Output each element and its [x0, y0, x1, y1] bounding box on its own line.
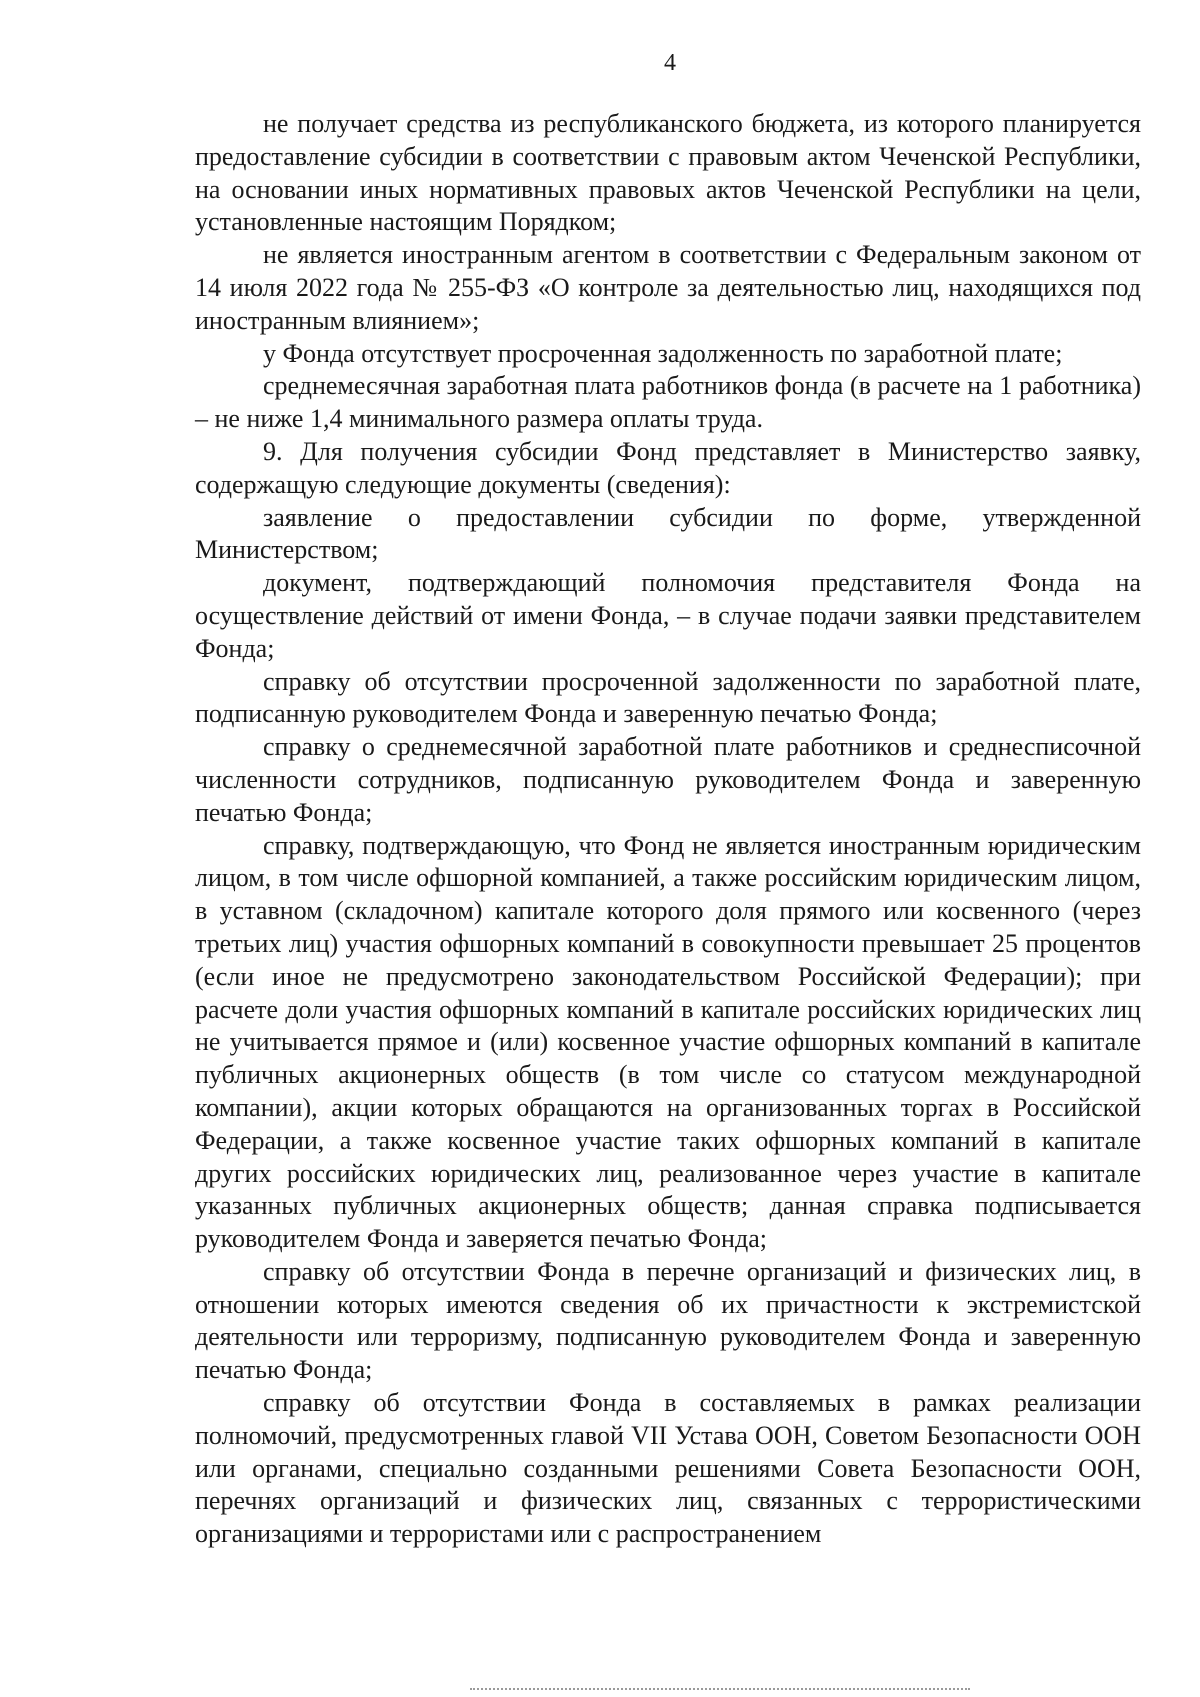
paragraph: среднемесячная заработная плата работников фонда (в расчете на 1 работника) – не ниже 1,4 минимального размера оплаты труда.: [195, 371, 1141, 434]
paragraph: справку, подтверждающую, что Фонд не является иностранным юридическим лицом, в том числе офшорной компанией, а также российским юридическим лицом, в уставном (складочном) капитале которого доля прямого или косвенного (через третьих лиц) участия офшорных компаний в совокупности превышает 25 процентов (если иное не предусмотрено законодательством Российской Федерации); при расчете доли участия офшорных компаний в капитале российских юридических лиц не учитывается прямое и (или) косвенное участие офшорных компаний в капитале публичных акционерных обществ (в том числе со статусом международной компании), акции которых обращаются на организованных торгах в Российской Федерации, а также косвенное участие таких офшорных компаний в капитале других российских юридических лиц, реализованное через участие в капитале указанных публичных акционерных обществ; данная справка подписывается руководителем Фонда и заверяется печатью Фонда;: [195, 830, 1141, 1254]
document-body: [195, 108, 1141, 1551]
paragraph: документ, подтверждающий полномочия представителя Фонда на осуществление действий от имени Фонда, – в случае подачи заявки представителем Фонда;: [195, 568, 1141, 663]
page-number: 4: [664, 50, 676, 76]
paragraph: у Фонда отсутствует просроченная задолженность по заработной плате;: [263, 338, 1063, 368]
paragraph: заявление о предоставлении субсидии по форме, утвержденной Министерством;: [195, 502, 1141, 565]
paragraph: 9. Для получения субсидии Фонд представляет в Министерство заявку, содержащую следующие документы (сведения):: [195, 436, 1141, 499]
paragraph: справку об отсутствии Фонда в составляемых в рамках реализации полномочий, предусмотренных главой VII Устава ООН, Советом Безопасности ООН или органами, специально созданными решениями Совета Безопасности ООН, перечнях организаций и физических лиц, связанных с террористическими организациями и террористами или с распространением: [195, 1388, 1141, 1549]
paragraph: не является иностранным агентом в соответствии с Федеральным законом от 14 июля 2022 года № 255-ФЗ «О контроле за деятельностью лиц, находящихся под иностранным влиянием»;: [195, 240, 1141, 335]
paragraph: справку о среднемесячной заработной плате работников и среднесписочной численности сотрудников, подписанную руководителем Фонда и заверенную печатью Фонда;: [195, 732, 1141, 827]
scan-edge-line: [470, 1688, 970, 1690]
paragraph: не получает средства из республиканского бюджета, из которого планируется предоставление субсидии в соответствии с правовым актом Чеченской Республики, на основании иных нормативных правовых актов Чеченской Республики на цели, установленные настоящим Порядком;: [195, 109, 1141, 237]
paragraph: справку об отсутствии Фонда в перечне организаций и физических лиц, в отношении которых имеются сведения об их причастности к экстремистской деятельности или терроризму, подписанную руководителем Фонда и заверенную печатью Фонда;: [195, 1256, 1141, 1385]
paragraph: справку об отсутствии просроченной задолженности по заработной плате, подписанную руководителем Фонда и заверенную печатью Фонда;: [195, 666, 1141, 729]
